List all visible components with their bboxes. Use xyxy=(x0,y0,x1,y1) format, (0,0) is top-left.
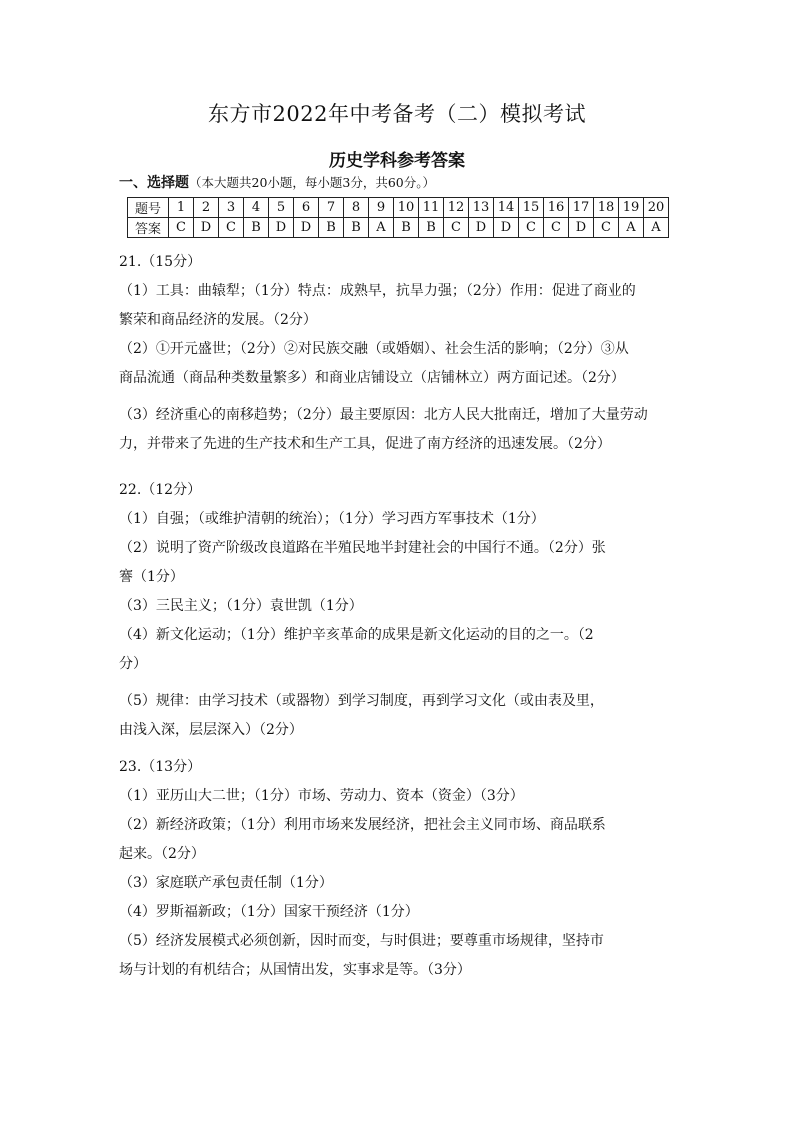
answer-line: 力，并带来了先进的生产技术和生产工具，促进了南方经济的迅速发展。（2分） xyxy=(119,436,611,452)
question-number: 16 xyxy=(544,198,569,218)
answer-line: （1）亚历山大二世；（1分）市场、劳动力、资本（资金）（3分） xyxy=(119,788,524,804)
question-number: 3 xyxy=(219,198,244,218)
answer-line: （1）自强；（或维护清朝的统治）；（1分）学习西方军事技术（1分） xyxy=(119,511,545,527)
answer-cell: D xyxy=(269,218,294,238)
question-number: 10 xyxy=(394,198,419,218)
answer-line: （3）三民主义；（1分）袁世凯（1分） xyxy=(119,598,363,614)
question-number: 4 xyxy=(244,198,269,218)
answer-line: （5）经济发展模式必须创新，因时而变，与时俱进；要尊重市场规律，坚持市 xyxy=(119,933,604,949)
answer-cell: B xyxy=(344,218,369,238)
choice-answer-table xyxy=(127,197,669,238)
question-number: 6 xyxy=(294,198,319,218)
answer-cell: B xyxy=(244,218,269,238)
question-23-heading: 23.（13分） xyxy=(119,759,202,775)
answer-line: （2）新经济政策；（1分）利用市场来发展经济，把社会主义同市场、商品联系 xyxy=(119,817,606,833)
answer-cell: A xyxy=(619,218,644,238)
answer-line: （4）新文化运动；（1分）维护辛亥革命的成果是新文化运动的目的之一。（2 xyxy=(119,627,594,643)
question-22-block xyxy=(119,476,681,745)
exam-title: 东方市2022年中考备考（二）模拟考试 xyxy=(208,102,586,126)
answer-line: 謇（1分） xyxy=(119,569,184,585)
answer-cell: B xyxy=(394,218,419,238)
section-1-heading xyxy=(119,172,435,192)
answer-line: 分） xyxy=(119,656,147,672)
question-number: 7 xyxy=(319,198,344,218)
answer-line: （2）说明了资产阶级改良道路在半殖民地半封建社会的中国行不通。（2分）张 xyxy=(119,540,606,556)
answer-cell: C xyxy=(519,218,544,238)
answer-line: （1）工具：曲辕犁；（1分）特点：成熟早，抗旱力强；（2分）作用：促进了商业的 xyxy=(119,283,636,299)
answer-line: 繁荣和商品经济的发展。（2分） xyxy=(119,312,317,328)
answer-cell: D xyxy=(469,218,494,238)
section-1-note: （本大题共20小题，每小题3分，共60分。） xyxy=(189,175,436,190)
answer-cell: A xyxy=(644,218,669,238)
question-number: 2 xyxy=(194,198,219,218)
question-number: 15 xyxy=(519,198,544,218)
question-number: 19 xyxy=(619,198,644,218)
answer-line: 场与计划的有机结合；从国情出发，实事求是等。（3分） xyxy=(119,962,471,978)
answer-line: 起来。（2分） xyxy=(119,846,205,862)
question-number: 11 xyxy=(419,198,444,218)
answer-line: （5）规律：由学习技术（或器物）到学习制度，再到学习文化（或由表及里， xyxy=(119,693,604,709)
answer-cell: C xyxy=(219,218,244,238)
answer-cell: C xyxy=(444,218,469,238)
question-23-block xyxy=(119,753,681,985)
answer-line: （3）家庭联产承包责任制（1分） xyxy=(119,875,333,891)
answer-cell: C xyxy=(169,218,194,238)
answer-cell: D xyxy=(494,218,519,238)
answer-cell: D xyxy=(294,218,319,238)
question-number: 1 xyxy=(169,198,194,218)
question-number: 17 xyxy=(569,198,594,218)
question-number-row xyxy=(128,198,669,218)
answer-cell: D xyxy=(569,218,594,238)
answer-cell: A xyxy=(369,218,394,238)
answer-line: 商品流通（商品种类数量繁多）和商业店铺设立（店铺林立）两方面记述。（2分） xyxy=(119,370,625,386)
answer-line: （4）罗斯福新政；（1分）国家干预经济（1分） xyxy=(119,904,419,920)
written-answers xyxy=(119,248,681,985)
answer-cell: B xyxy=(319,218,344,238)
question-number: 12 xyxy=(444,198,469,218)
section-1-title: 一、选择题 xyxy=(119,175,189,191)
question-number: 18 xyxy=(594,198,619,218)
answer-line: 由浅入深，层层深入）（2分） xyxy=(119,722,303,738)
answer-cell: C xyxy=(594,218,619,238)
question-number: 5 xyxy=(269,198,294,218)
question-number: 14 xyxy=(494,198,519,218)
question-number: 20 xyxy=(644,198,669,218)
question-number: 13 xyxy=(469,198,494,218)
answer-cell: C xyxy=(544,218,569,238)
row-label-answer: 答案 xyxy=(128,218,169,238)
answer-row xyxy=(128,218,669,238)
answer-cell: B xyxy=(419,218,444,238)
answer-key-subtitle: 历史学科参考答案 xyxy=(329,151,465,171)
question-22-heading: 22.（12分） xyxy=(119,482,202,498)
answer-line: （3）经济重心的南移趋势；（2分）最主要原因：北方人民大批南迁，增加了大量劳动 xyxy=(119,407,648,423)
row-label-number: 题号 xyxy=(128,198,169,218)
question-number: 9 xyxy=(369,198,394,218)
question-21-heading: 21.（15分） xyxy=(119,254,202,270)
answer-cell: D xyxy=(194,218,219,238)
question-number: 8 xyxy=(344,198,369,218)
question-21-block xyxy=(119,248,681,459)
answer-line: （2）①开元盛世；（2分）②对民族交融（或婚姻）、社会生活的影响；（2分）③从 xyxy=(119,341,629,357)
